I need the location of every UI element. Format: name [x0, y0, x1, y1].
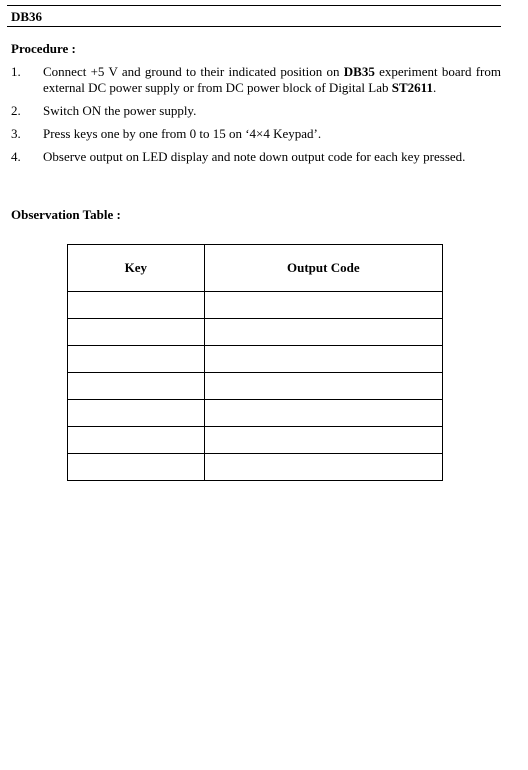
table-header-row — [68, 245, 443, 292]
step-text-part: experiment board from external DC power supply or from DC power block of Digital Lab — [43, 64, 501, 95]
step-number: 4. — [11, 149, 21, 164]
key-cell[interactable] — [68, 346, 205, 373]
procedure-step — [11, 149, 501, 165]
procedure-heading: Procedure : — [11, 41, 76, 56]
key-cell[interactable] — [68, 454, 205, 481]
column-header-key: Key — [68, 245, 205, 292]
table-row — [68, 319, 443, 346]
document-id: DB36 — [11, 9, 43, 24]
step-text: Switch ON the power supply. — [43, 103, 197, 118]
output-code-cell[interactable] — [204, 319, 442, 346]
step-text-part: . — [432, 80, 437, 95]
step-text: Observe output on LED display and note down output code for each key pressed. — [43, 149, 466, 164]
output-code-cell[interactable] — [204, 346, 442, 373]
procedure-step — [11, 126, 501, 142]
observation-table — [67, 244, 443, 481]
key-cell[interactable] — [68, 400, 205, 427]
output-code-cell[interactable] — [204, 400, 442, 427]
output-code-cell[interactable] — [204, 292, 442, 319]
header-bottom-rule — [7, 26, 501, 27]
step-number: 2. — [11, 103, 21, 118]
board-name: DB35 — [343, 64, 375, 79]
key-cell[interactable] — [68, 292, 205, 319]
step-text — [43, 64, 501, 96]
key-cell[interactable] — [68, 373, 205, 400]
output-code-cell[interactable] — [204, 373, 442, 400]
step-number: 3. — [11, 126, 21, 141]
header-top-rule — [7, 5, 501, 6]
step-number: 1. — [11, 64, 21, 79]
procedure-step — [11, 103, 501, 119]
output-code-cell[interactable] — [204, 454, 442, 481]
lab-name: ST2611 — [391, 80, 433, 95]
table-row — [68, 454, 443, 481]
table-row — [68, 400, 443, 427]
step-text: Press keys one by one from 0 to 15 on ‘4×4 Keypad’. — [43, 126, 322, 141]
table-row — [68, 373, 443, 400]
table-row — [68, 292, 443, 319]
table-row — [68, 427, 443, 454]
key-cell[interactable] — [68, 319, 205, 346]
key-cell[interactable] — [68, 427, 205, 454]
output-code-cell[interactable] — [204, 427, 442, 454]
procedure-steps — [11, 64, 501, 172]
step-text-part: Connect +5 V and ground to their indicated position on — [43, 64, 344, 79]
observation-heading: Observation Table : — [11, 207, 121, 222]
column-header-output-code: Output Code — [204, 245, 442, 292]
table-row — [68, 346, 443, 373]
procedure-step — [11, 64, 501, 96]
